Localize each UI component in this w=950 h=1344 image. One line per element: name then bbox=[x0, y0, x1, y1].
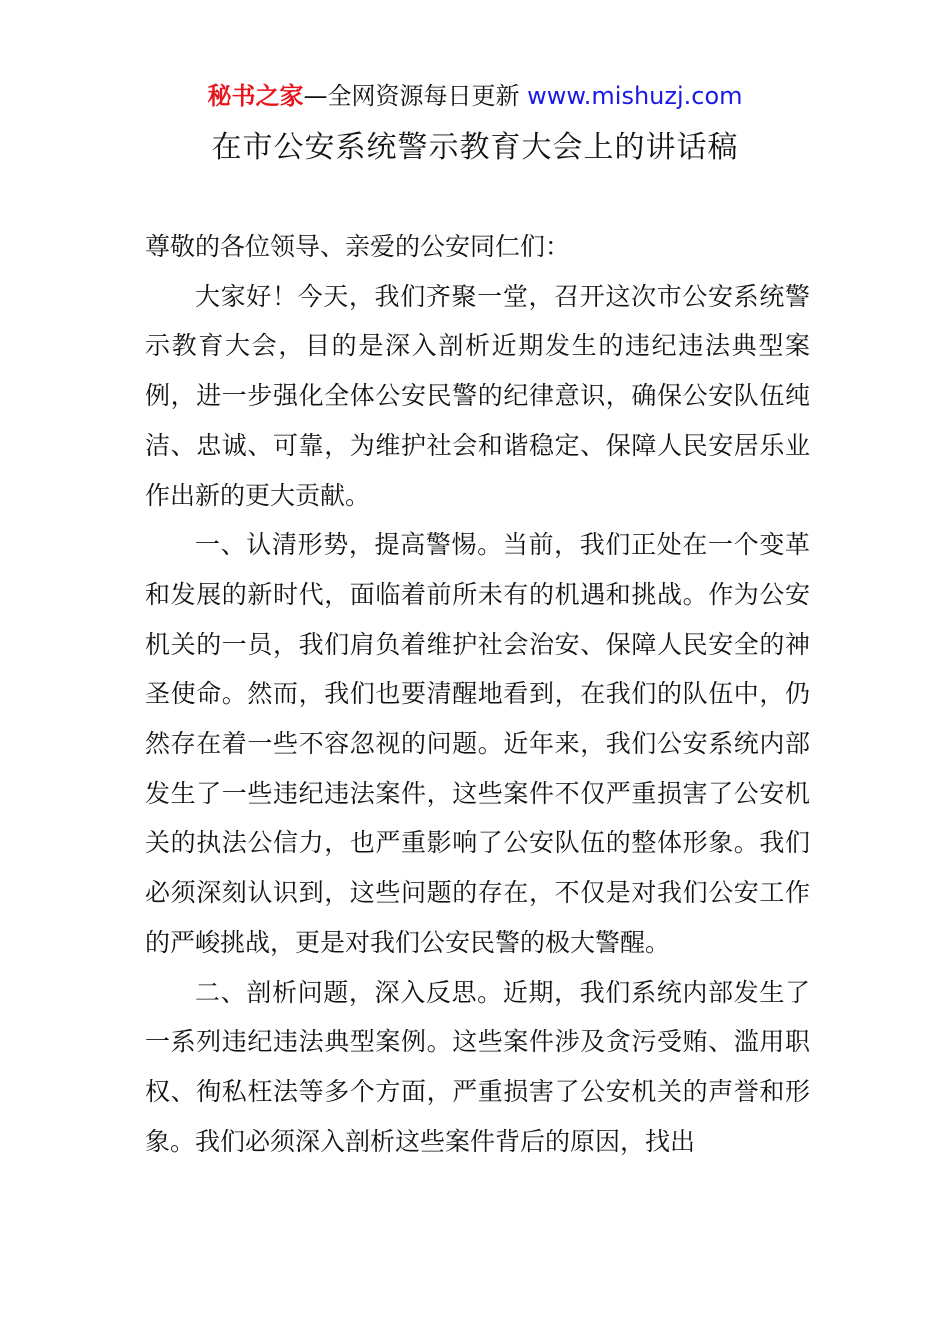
salutation: 尊敬的各位领导、亲爱的公安同仁们： bbox=[145, 232, 571, 261]
paragraph-section-one: 一、认清形势，提高警惕。当前，我们正处在一个变革和发展的新时代，面临着前所未有的机遇和挑战。作为公安机关的一员，我们肩负着维护社会治安、保障人民安全的神圣使命。然而，我们也要清醒地看到，在我们的队伍中，仍然存在着一些不容忽视的问题。近年来，我们公安系统内部发生了一些违纪违法案件，这些案件不仅严重损害了公安机关的执法公信力，也严重影响了公安队伍的整体形象。我们必须深刻认识到，这些问题的存在，不仅是对我们公安工作的严峻挑战，更是对我们公安民警的极大警醒。 bbox=[145, 530, 810, 957]
brand-name: 秘书之家 bbox=[207, 82, 304, 110]
document-body bbox=[145, 222, 810, 1166]
header-tagline: —全网资源每日更新 bbox=[303, 82, 528, 110]
site-header bbox=[0, 80, 950, 112]
document-title: 在市公安系统警示教育大会上的讲话稿 bbox=[211, 130, 739, 165]
paragraph-greeting: 大家好！今天，我们齐聚一堂，召开这次市公安系统警示教育大会，目的是深入剖析近期发生的违纪违法典型案例，进一步强化全体公安民警的纪律意识，确保公安队伍纯洁、忠诚、可靠，为维护社会和谐稳定、保障人民安居乐业作出新的更大贡献。 bbox=[145, 281, 810, 510]
paragraph-section-two: 二、剖析问题，深入反思。近期，我们系统内部发生了一系列违纪违法典型案例。这些案件涉及贪污受贿、滥用职权、徇私枉法等多个方面，严重损害了公安机关的声誉和形象。我们必须深入剖析这些案件背后的原因，找出 bbox=[145, 977, 810, 1156]
site-url-link[interactable]: www.mishuzj.com bbox=[527, 82, 743, 110]
